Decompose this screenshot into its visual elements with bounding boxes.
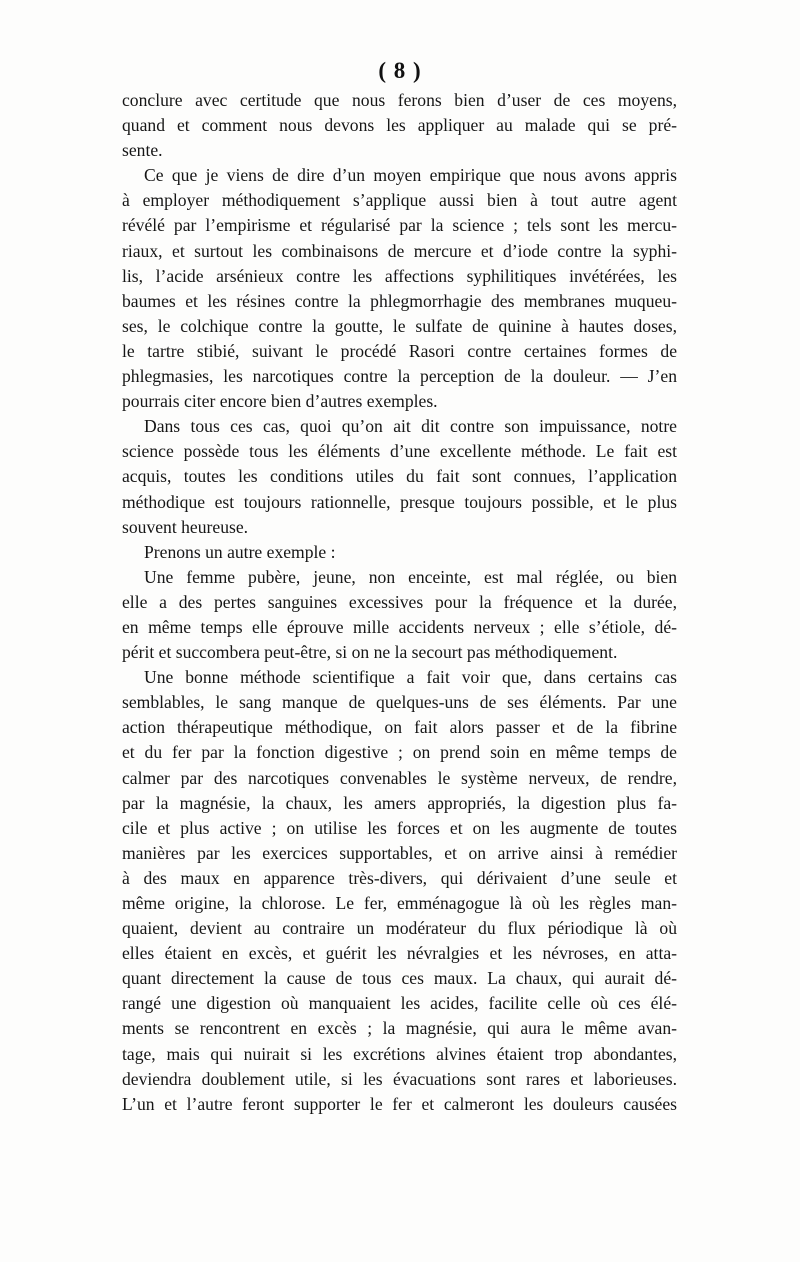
text-line: par la magnésie, la chaux, les amers appropriés, la digestion plus fa-	[122, 792, 677, 813]
text-line: action thérapeutique méthodique, on fait alors passer et de la fibrine	[122, 717, 677, 738]
text-line: cile et plus active ; on utilise les forces et on les augmente de toutes	[122, 817, 677, 838]
text-line: ses, le colchique contre la goutte, le sulfate de quinine à hautes doses,	[122, 315, 677, 336]
text-line: quaient, devient au contraire un modérateur du flux périodique là où	[122, 918, 677, 939]
text-line: quant directement la cause de tous ces maux. La chaux, qui aurait dé-	[122, 968, 677, 989]
text-line: science possède tous les éléments d’une excellente méthode. Le fait est	[122, 441, 677, 462]
text-line: à des maux en apparence très-divers, qui dérivaient d’une seule et	[122, 867, 677, 888]
text-line: acquis, toutes les conditions utiles du fait sont connues, l’application	[122, 466, 677, 487]
text-line: ments se rencontrent en excès ; la magnésie, qui aura le même avan-	[122, 1018, 677, 1039]
text-line: semblables, le sang manque de quelques-uns de ses éléments. Par une	[122, 692, 677, 713]
text-line: L’un et l’autre feront supporter le fer et calmeront les douleurs causées	[122, 1093, 677, 1114]
text-line: révélé par l’empirisme et régularisé par la science ; tels sont les mercu-	[122, 215, 677, 236]
text-line: sente.	[122, 140, 163, 161]
text-line: Ce que je viens de dire d’un moyen empirique que nous avons appris	[144, 165, 677, 186]
text-line: elles étaient en excès, et guérit les névralgies et les névroses, en atta-	[122, 943, 677, 964]
page-number: ( 8 )	[378, 58, 422, 83]
text-line: deviendra doublement utile, si les évacuations sont rares et laborieuses.	[122, 1068, 677, 1089]
text-line: lis, l’acide arsénieux contre les affections syphilitiques invétérées, les	[122, 265, 677, 286]
text-line: pourrais citer encore bien d’autres exemples.	[122, 391, 438, 412]
text-line: souvent heureuse.	[122, 516, 249, 537]
text-line: conclure avec certitude que nous ferons bien d’user de ces moyens,	[122, 90, 677, 110]
text-line: méthodique est toujours rationnelle, presque toujours possible, et le plus	[122, 491, 677, 512]
text-line: même origine, la chlorose. Le fer, emménagogue là où les règles man-	[122, 893, 677, 913]
body-text	[122, 88, 677, 1117]
text-line: manières par les exercices supportables, et on arrive ainsi à remédier	[122, 842, 677, 863]
text-line: Une femme pubère, jeune, non enceinte, est mal réglée, ou bien	[144, 566, 677, 587]
text-line: tage, mais qui nuirait si les excrétions alvines étaient trop abondantes,	[122, 1043, 677, 1064]
text-line: riaux, et surtout les combinaisons de mercure et d’iode contre la syphi-	[122, 240, 677, 261]
text-line: calmer par des narcotiques convenables le système nerveux, de rendre,	[122, 767, 677, 788]
text-line: phlegmasies, les narcotiques contre la perception de la douleur. — J’en	[122, 366, 677, 387]
text-line: et du fer par la fonction digestive ; on prend soin en même temps de	[122, 742, 677, 763]
text-line: Prenons un autre exemple :	[144, 541, 336, 562]
text-line: quand et comment nous devons les appliquer au malade qui se pré-	[122, 115, 677, 136]
text-line: Dans tous ces cas, quoi qu’on ait dit contre son impuissance, notre	[144, 416, 677, 437]
text-line: Une bonne méthode scientifique a fait voir que, dans certains cas	[144, 667, 677, 688]
text-line: rangé une digestion où manquaient les acides, facilite celle où ces élé-	[122, 993, 677, 1014]
text-line: le tartre stibié, suivant le procédé Rasori contre certaines formes de	[122, 340, 677, 361]
text-line: à employer méthodiquement s’applique aussi bien à tout autre agent	[122, 190, 677, 211]
text-line: en même temps elle éprouve mille accidents nerveux ; elle s’étiole, dé-	[122, 616, 677, 637]
text-line: baumes et les résines contre la phlegmorrhagie des membranes muqueu-	[122, 290, 677, 311]
text-line: périt et succombera peut-être, si on ne la secourt pas méthodiquement.	[122, 642, 618, 663]
text-line: elle a des pertes sanguines excessives pour la fréquence et la durée,	[122, 591, 677, 612]
